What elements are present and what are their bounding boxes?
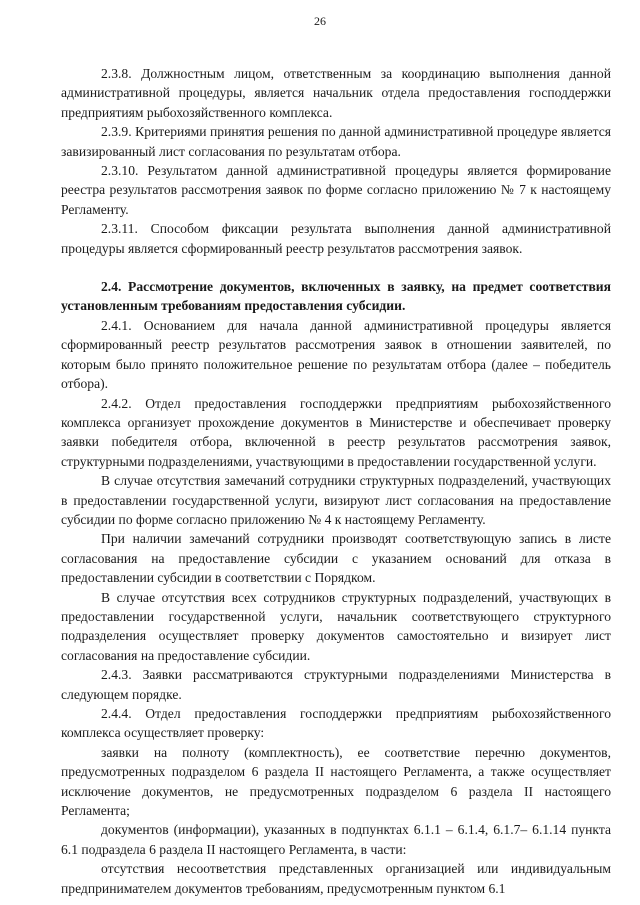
- paragraph-staff-absence: В случае отсутствия всех сотрудников структурных подразделений, участвующих в предоставлении государственной услуги, начальник соответствующего структурного подразделения осуществляет проверку документов самостоятельно и визирует лист согласования на предоставление субсидии.: [61, 589, 611, 663]
- paragraph-completeness-check: заявки на полноту (комплектность), ее соответствие перечню документов, предусмотренных подразделом 6 раздела II настоящего Регламента, а также осуществляет исключение документов, не предусмотренных подразделом 6 раздела II настоящего Регламента;: [61, 744, 611, 819]
- paragraph-2-3-10: 2.3.10. Результатом данной административной процедуры является формирование реестра результатов рассмотрения заявок по форме согласно приложению № 7 к настоящему Регламенту.: [61, 163, 611, 217]
- paragraph-no-remarks: В случае отсутствия замечаний сотрудники структурных подразделений, участвующих в предоставлении государственной услуги, визируют лист согласования на предоставление субсидии по форме согласно приложению № 4 к настоящему Регламенту.: [61, 473, 611, 527]
- section-heading-2-4: 2.4. Рассмотрение документов, включенных в заявку, на предмет соответствия установленным требованиям предоставления субсидии.: [61, 279, 611, 314]
- section-spacer: [61, 258, 611, 277]
- paragraph-2-3-11: 2.3.11. Способом фиксации результата выполнения данной административной процедуры является сформированный реестр результатов рассмотрения заявок.: [61, 221, 611, 256]
- paragraph-2-4-4: 2.4.4. Отдел предоставления господдержки предприятиям рыбохозяйственного комплекса осуществляет проверку:: [61, 706, 611, 741]
- document-body: [61, 64, 611, 898]
- paragraph-2-4-2: 2.4.2. Отдел предоставления господдержки предприятиям рыбохозяйственного комплекса организует прохождение документов в Министерстве и обеспечивает проверку заявки победителя отбора, включенной в реестр результатов рассмотрения заявок, структурными подразделениями, участвующими в предоставлении государственной услуги.: [61, 395, 611, 469]
- paragraph-documents-info: документов (информации), указанных в подпунктах 6.1.1 – 6.1.4, 6.1.7– 6.1.14 пункта 6.1 подраздела 6 раздела II настоящего Регламента, в части:: [61, 822, 611, 857]
- paragraph-with-remarks: При наличии замечаний сотрудники производят соответствующую запись в листе согласования на предоставление субсидии с указанием оснований для отказа в предоставлении субсидии в соответствии с Порядком.: [61, 531, 611, 586]
- paragraph-2-4-3: 2.4.3. Заявки рассматриваются структурными подразделениями Министерства в следующем порядке.: [61, 667, 611, 702]
- paragraph-2-3-8: 2.3.8. Должностным лицом, ответственным за координацию выполнения данной административной процедуры, является начальник отдела предоставления господдержки предприятиям рыбохозяйственного комплекса.: [61, 66, 611, 120]
- paragraph-2-3-9: 2.3.9. Критериями принятия решения по данной административной процедуре является завизированный лист согласования по результатам отбора.: [61, 124, 611, 159]
- paragraph-2-4-1: 2.4.1. Основанием для начала данной административной процедуры является сформированный реестр результатов рассмотрения заявок в отношении заявителей, по которым было принято положительное решение по результатам отбора (далее – победитель отбора).: [61, 317, 611, 392]
- paragraph-inconsistency: отсутствия несоответствия представленных организацией или индивидуальным предпринимателем документов требованиям, предусмотренным пунктом 6.1: [61, 861, 611, 896]
- page-number: 26: [314, 14, 326, 28]
